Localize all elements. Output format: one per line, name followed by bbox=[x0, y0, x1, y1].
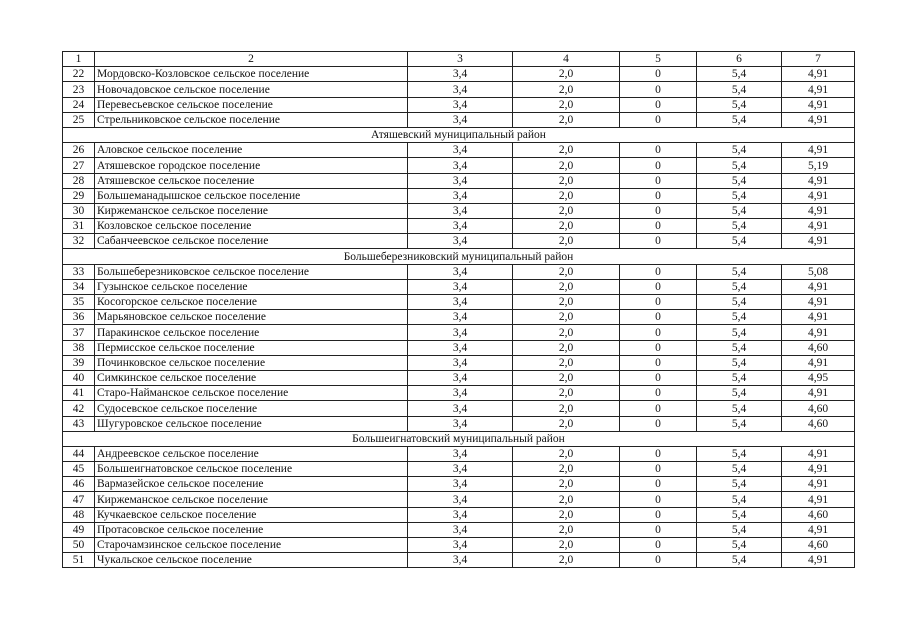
value-col-7: 4,91 bbox=[782, 143, 855, 158]
settlement-name: Мордовско-Козловское сельское поселение bbox=[95, 67, 408, 82]
table-row bbox=[63, 370, 855, 385]
header-col-5: 5 bbox=[620, 52, 697, 67]
value-col-4: 2,0 bbox=[513, 446, 620, 461]
settlement-name: Большеигнатовское сельское поселение bbox=[95, 462, 408, 477]
value-col-4: 2,0 bbox=[513, 492, 620, 507]
table-row bbox=[63, 295, 855, 310]
settlement-name: Козловское сельское поселение bbox=[95, 219, 408, 234]
value-col-7: 4,91 bbox=[782, 462, 855, 477]
settlement-name: Симкинское сельское поселение bbox=[95, 370, 408, 385]
value-col-6: 5,4 bbox=[697, 538, 782, 553]
row-number: 40 bbox=[63, 370, 95, 385]
value-col-4: 2,0 bbox=[513, 401, 620, 416]
table-row bbox=[63, 446, 855, 461]
value-col-7: 4,91 bbox=[782, 203, 855, 218]
value-col-5: 0 bbox=[620, 67, 697, 82]
row-number: 22 bbox=[63, 67, 95, 82]
table-row bbox=[63, 340, 855, 355]
value-col-7: 4,91 bbox=[782, 492, 855, 507]
value-col-3: 3,4 bbox=[408, 112, 513, 127]
table-row bbox=[63, 67, 855, 82]
table-row bbox=[63, 82, 855, 97]
value-col-3: 3,4 bbox=[408, 477, 513, 492]
value-col-3: 3,4 bbox=[408, 416, 513, 431]
row-number: 24 bbox=[63, 97, 95, 112]
settlement-name: Вармазейское сельское поселение bbox=[95, 477, 408, 492]
row-number: 30 bbox=[63, 203, 95, 218]
value-col-4: 2,0 bbox=[513, 370, 620, 385]
value-col-6: 5,4 bbox=[697, 553, 782, 568]
value-col-5: 0 bbox=[620, 219, 697, 234]
row-number: 43 bbox=[63, 416, 95, 431]
settlement-name: Гузынское сельское поселение bbox=[95, 279, 408, 294]
value-col-5: 0 bbox=[620, 82, 697, 97]
value-col-6: 5,4 bbox=[697, 325, 782, 340]
value-col-5: 0 bbox=[620, 97, 697, 112]
value-col-7: 4,60 bbox=[782, 538, 855, 553]
value-col-7: 4,91 bbox=[782, 82, 855, 97]
value-col-4: 2,0 bbox=[513, 416, 620, 431]
settlement-name: Шугуровское сельское поселение bbox=[95, 416, 408, 431]
value-col-5: 0 bbox=[620, 234, 697, 249]
value-col-3: 3,4 bbox=[408, 82, 513, 97]
value-col-7: 4,91 bbox=[782, 386, 855, 401]
value-col-6: 5,4 bbox=[697, 446, 782, 461]
row-number: 38 bbox=[63, 340, 95, 355]
value-col-3: 3,4 bbox=[408, 386, 513, 401]
section-title: Большеберезниковский муниципальный район bbox=[63, 249, 855, 264]
table-row bbox=[63, 492, 855, 507]
settlement-name: Паракинское сельское поселение bbox=[95, 325, 408, 340]
value-col-7: 4,91 bbox=[782, 325, 855, 340]
value-col-5: 0 bbox=[620, 112, 697, 127]
section-row bbox=[63, 431, 855, 446]
table-row bbox=[63, 522, 855, 537]
value-col-5: 0 bbox=[620, 340, 697, 355]
value-col-4: 2,0 bbox=[513, 158, 620, 173]
value-col-5: 0 bbox=[620, 264, 697, 279]
value-col-3: 3,4 bbox=[408, 97, 513, 112]
value-col-5: 0 bbox=[620, 446, 697, 461]
value-col-7: 4,91 bbox=[782, 173, 855, 188]
value-col-6: 5,4 bbox=[697, 355, 782, 370]
row-number: 41 bbox=[63, 386, 95, 401]
value-col-4: 2,0 bbox=[513, 553, 620, 568]
settlement-name: Кучкаевское сельское поселение bbox=[95, 507, 408, 522]
settlement-name: Починковское сельское поселение bbox=[95, 355, 408, 370]
table-row bbox=[63, 310, 855, 325]
value-col-6: 5,4 bbox=[697, 97, 782, 112]
value-col-4: 2,0 bbox=[513, 462, 620, 477]
value-col-4: 2,0 bbox=[513, 234, 620, 249]
value-col-3: 3,4 bbox=[408, 310, 513, 325]
value-col-3: 3,4 bbox=[408, 340, 513, 355]
value-col-6: 5,4 bbox=[697, 477, 782, 492]
row-number: 31 bbox=[63, 219, 95, 234]
value-col-7: 4,91 bbox=[782, 112, 855, 127]
value-col-5: 0 bbox=[620, 295, 697, 310]
value-col-4: 2,0 bbox=[513, 67, 620, 82]
row-number: 46 bbox=[63, 477, 95, 492]
row-number: 25 bbox=[63, 112, 95, 127]
value-col-3: 3,4 bbox=[408, 173, 513, 188]
value-col-3: 3,4 bbox=[408, 188, 513, 203]
value-col-4: 2,0 bbox=[513, 386, 620, 401]
value-col-7: 4,91 bbox=[782, 97, 855, 112]
value-col-6: 5,4 bbox=[697, 386, 782, 401]
section-title: Большеигнатовский муниципальный район bbox=[63, 431, 855, 446]
table-row bbox=[63, 203, 855, 218]
value-col-5: 0 bbox=[620, 386, 697, 401]
row-number: 29 bbox=[63, 188, 95, 203]
value-col-7: 4,91 bbox=[782, 219, 855, 234]
row-number: 45 bbox=[63, 462, 95, 477]
value-col-6: 5,4 bbox=[697, 219, 782, 234]
row-number: 26 bbox=[63, 143, 95, 158]
value-col-6: 5,4 bbox=[697, 295, 782, 310]
row-number: 36 bbox=[63, 310, 95, 325]
value-col-5: 0 bbox=[620, 188, 697, 203]
value-col-5: 0 bbox=[620, 416, 697, 431]
settlement-name: Большеберезниковское сельское поселение bbox=[95, 264, 408, 279]
table-row bbox=[63, 143, 855, 158]
value-col-5: 0 bbox=[620, 401, 697, 416]
settlement-name: Аловское сельское поселение bbox=[95, 143, 408, 158]
row-number: 49 bbox=[63, 522, 95, 537]
value-col-6: 5,4 bbox=[697, 522, 782, 537]
row-number: 27 bbox=[63, 158, 95, 173]
header-col-7: 7 bbox=[782, 52, 855, 67]
value-col-7: 4,60 bbox=[782, 340, 855, 355]
value-col-7: 4,91 bbox=[782, 188, 855, 203]
value-col-7: 4,91 bbox=[782, 446, 855, 461]
value-col-6: 5,4 bbox=[697, 340, 782, 355]
value-col-3: 3,4 bbox=[408, 219, 513, 234]
settlements-table bbox=[62, 51, 855, 568]
value-col-4: 2,0 bbox=[513, 264, 620, 279]
value-col-3: 3,4 bbox=[408, 370, 513, 385]
value-col-7: 4,91 bbox=[782, 67, 855, 82]
row-number: 50 bbox=[63, 538, 95, 553]
value-col-4: 2,0 bbox=[513, 325, 620, 340]
value-col-7: 4,91 bbox=[782, 234, 855, 249]
table-row bbox=[63, 553, 855, 568]
value-col-7: 5,19 bbox=[782, 158, 855, 173]
table-row bbox=[63, 173, 855, 188]
section-row bbox=[63, 249, 855, 264]
header-col-4: 4 bbox=[513, 52, 620, 67]
value-col-5: 0 bbox=[620, 158, 697, 173]
value-col-7: 4,91 bbox=[782, 310, 855, 325]
table-row bbox=[63, 355, 855, 370]
table-row bbox=[63, 401, 855, 416]
value-col-3: 3,4 bbox=[408, 158, 513, 173]
table-row bbox=[63, 507, 855, 522]
value-col-6: 5,4 bbox=[697, 158, 782, 173]
table-row bbox=[63, 158, 855, 173]
value-col-4: 2,0 bbox=[513, 477, 620, 492]
value-col-6: 5,4 bbox=[697, 416, 782, 431]
header-col-1: 1 bbox=[63, 52, 95, 67]
value-col-6: 5,4 bbox=[697, 462, 782, 477]
value-col-5: 0 bbox=[620, 553, 697, 568]
section-row bbox=[63, 127, 855, 142]
settlement-name: Сабанчеевское сельское поселение bbox=[95, 234, 408, 249]
value-col-4: 2,0 bbox=[513, 112, 620, 127]
value-col-5: 0 bbox=[620, 310, 697, 325]
value-col-3: 3,4 bbox=[408, 446, 513, 461]
row-number: 33 bbox=[63, 264, 95, 279]
value-col-5: 0 bbox=[620, 538, 697, 553]
settlement-name: Пермисское сельское поселение bbox=[95, 340, 408, 355]
table-row bbox=[63, 97, 855, 112]
value-col-5: 0 bbox=[620, 507, 697, 522]
value-col-7: 4,91 bbox=[782, 553, 855, 568]
value-col-6: 5,4 bbox=[697, 492, 782, 507]
value-col-7: 4,60 bbox=[782, 401, 855, 416]
value-col-5: 0 bbox=[620, 325, 697, 340]
value-col-4: 2,0 bbox=[513, 97, 620, 112]
table-row bbox=[63, 462, 855, 477]
row-number: 35 bbox=[63, 295, 95, 310]
value-col-7: 4,91 bbox=[782, 477, 855, 492]
table-row bbox=[63, 234, 855, 249]
settlement-name: Атяшевское сельское поселение bbox=[95, 173, 408, 188]
settlement-name: Большеманадышское сельское поселение bbox=[95, 188, 408, 203]
settlement-name: Чукальское сельское поселение bbox=[95, 553, 408, 568]
value-col-3: 3,4 bbox=[408, 234, 513, 249]
value-col-6: 5,4 bbox=[697, 234, 782, 249]
table-row bbox=[63, 416, 855, 431]
value-col-3: 3,4 bbox=[408, 143, 513, 158]
value-col-3: 3,4 bbox=[408, 522, 513, 537]
value-col-5: 0 bbox=[620, 143, 697, 158]
value-col-3: 3,4 bbox=[408, 462, 513, 477]
value-col-6: 5,4 bbox=[697, 143, 782, 158]
value-col-4: 2,0 bbox=[513, 82, 620, 97]
table-row bbox=[63, 325, 855, 340]
row-number: 23 bbox=[63, 82, 95, 97]
value-col-4: 2,0 bbox=[513, 219, 620, 234]
value-col-3: 3,4 bbox=[408, 492, 513, 507]
value-col-5: 0 bbox=[620, 173, 697, 188]
table-body bbox=[63, 52, 855, 568]
row-number: 32 bbox=[63, 234, 95, 249]
value-col-6: 5,4 bbox=[697, 173, 782, 188]
table-row bbox=[63, 112, 855, 127]
value-col-7: 4,60 bbox=[782, 416, 855, 431]
settlement-name: Старочамзинское сельское поселение bbox=[95, 538, 408, 553]
settlement-name: Косогорское сельское поселение bbox=[95, 295, 408, 310]
row-number: 44 bbox=[63, 446, 95, 461]
value-col-4: 2,0 bbox=[513, 173, 620, 188]
row-number: 48 bbox=[63, 507, 95, 522]
settlement-name: Новочадовское сельское поселение bbox=[95, 82, 408, 97]
value-col-5: 0 bbox=[620, 279, 697, 294]
value-col-4: 2,0 bbox=[513, 507, 620, 522]
value-col-3: 3,4 bbox=[408, 295, 513, 310]
value-col-3: 3,4 bbox=[408, 264, 513, 279]
value-col-4: 2,0 bbox=[513, 355, 620, 370]
table-row bbox=[63, 188, 855, 203]
value-col-7: 5,08 bbox=[782, 264, 855, 279]
value-col-6: 5,4 bbox=[697, 112, 782, 127]
value-col-6: 5,4 bbox=[697, 264, 782, 279]
settlement-name: Перевесьевское сельское поселение bbox=[95, 97, 408, 112]
settlement-name: Судосевское сельское поселение bbox=[95, 401, 408, 416]
value-col-7: 4,91 bbox=[782, 295, 855, 310]
value-col-5: 0 bbox=[620, 462, 697, 477]
value-col-6: 5,4 bbox=[697, 188, 782, 203]
table-row bbox=[63, 264, 855, 279]
value-col-3: 3,4 bbox=[408, 538, 513, 553]
value-col-3: 3,4 bbox=[408, 325, 513, 340]
header-row bbox=[63, 52, 855, 67]
settlement-name: Атяшевское городское поселение bbox=[95, 158, 408, 173]
value-col-3: 3,4 bbox=[408, 553, 513, 568]
table-row bbox=[63, 538, 855, 553]
value-col-3: 3,4 bbox=[408, 203, 513, 218]
value-col-7: 4,91 bbox=[782, 279, 855, 294]
settlement-name: Стрельниковское сельское поселение bbox=[95, 112, 408, 127]
row-number: 42 bbox=[63, 401, 95, 416]
header-col-3: 3 bbox=[408, 52, 513, 67]
value-col-4: 2,0 bbox=[513, 340, 620, 355]
value-col-7: 4,95 bbox=[782, 370, 855, 385]
settlement-name: Старо-Найманское сельское поселение bbox=[95, 386, 408, 401]
value-col-4: 2,0 bbox=[513, 295, 620, 310]
settlement-name: Киржеманское сельское поселение bbox=[95, 492, 408, 507]
value-col-4: 2,0 bbox=[513, 522, 620, 537]
value-col-4: 2,0 bbox=[513, 310, 620, 325]
table-row bbox=[63, 279, 855, 294]
value-col-5: 0 bbox=[620, 370, 697, 385]
value-col-5: 0 bbox=[620, 477, 697, 492]
settlement-name: Протасовское сельское поселение bbox=[95, 522, 408, 537]
table-row bbox=[63, 219, 855, 234]
value-col-7: 4,91 bbox=[782, 522, 855, 537]
value-col-6: 5,4 bbox=[697, 310, 782, 325]
value-col-5: 0 bbox=[620, 203, 697, 218]
value-col-3: 3,4 bbox=[408, 67, 513, 82]
value-col-5: 0 bbox=[620, 492, 697, 507]
value-col-4: 2,0 bbox=[513, 538, 620, 553]
row-number: 34 bbox=[63, 279, 95, 294]
value-col-4: 2,0 bbox=[513, 203, 620, 218]
value-col-6: 5,4 bbox=[697, 82, 782, 97]
section-title: Атяшевский муниципальный район bbox=[63, 127, 855, 142]
row-number: 37 bbox=[63, 325, 95, 340]
value-col-5: 0 bbox=[620, 355, 697, 370]
header-col-2: 2 bbox=[95, 52, 408, 67]
value-col-3: 3,4 bbox=[408, 279, 513, 294]
value-col-7: 4,91 bbox=[782, 355, 855, 370]
value-col-6: 5,4 bbox=[697, 203, 782, 218]
value-col-4: 2,0 bbox=[513, 279, 620, 294]
value-col-4: 2,0 bbox=[513, 188, 620, 203]
settlement-name: Марьяновское сельское поселение bbox=[95, 310, 408, 325]
value-col-6: 5,4 bbox=[697, 401, 782, 416]
value-col-5: 0 bbox=[620, 522, 697, 537]
value-col-3: 3,4 bbox=[408, 507, 513, 522]
row-number: 51 bbox=[63, 553, 95, 568]
value-col-6: 5,4 bbox=[697, 507, 782, 522]
header-col-6: 6 bbox=[697, 52, 782, 67]
value-col-4: 2,0 bbox=[513, 143, 620, 158]
row-number: 28 bbox=[63, 173, 95, 188]
value-col-6: 5,4 bbox=[697, 370, 782, 385]
value-col-6: 5,4 bbox=[697, 279, 782, 294]
value-col-3: 3,4 bbox=[408, 401, 513, 416]
value-col-6: 5,4 bbox=[697, 67, 782, 82]
table-row bbox=[63, 386, 855, 401]
row-number: 47 bbox=[63, 492, 95, 507]
table-row bbox=[63, 477, 855, 492]
row-number: 39 bbox=[63, 355, 95, 370]
value-col-7: 4,60 bbox=[782, 507, 855, 522]
value-col-3: 3,4 bbox=[408, 355, 513, 370]
settlement-name: Андреевское сельское поселение bbox=[95, 446, 408, 461]
settlement-name: Киржеманское сельское поселение bbox=[95, 203, 408, 218]
